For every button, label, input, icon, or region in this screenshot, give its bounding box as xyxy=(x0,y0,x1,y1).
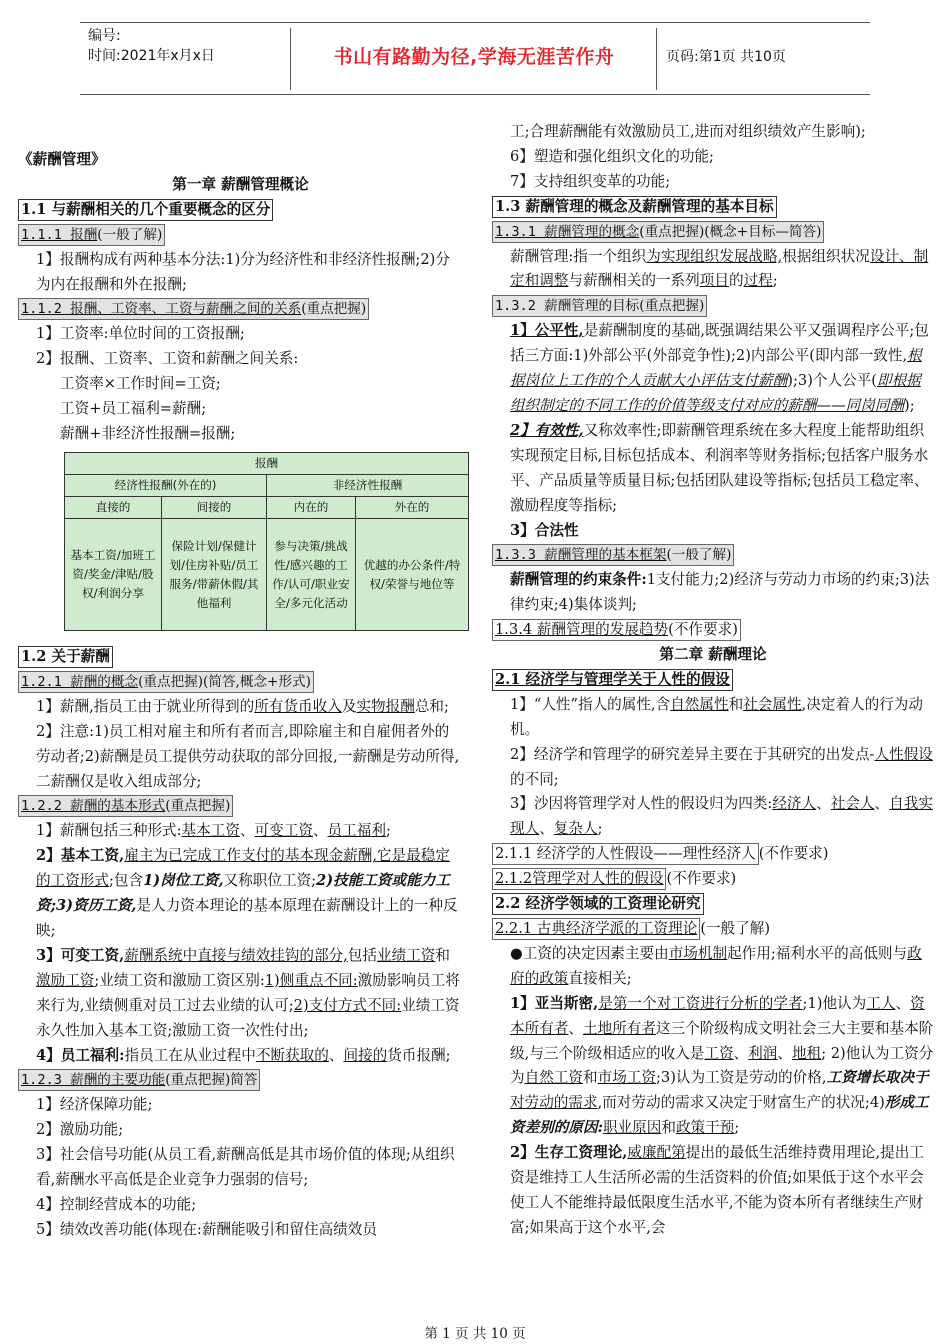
paragraph: 1】报酬构成有两种基本分法:1)分为经济性和非经济性报酬;2)分为内在报酬和外在报酬; xyxy=(36,250,450,293)
right-column: 工;合理薪酬能有效激励员工,进而对组织绩效产生影响); 6】塑造和强化组织文化的功能; 7】支持组织变革的功能; 1.3 薪酬管理的概念及薪酬管理的基本目标 1.3.1 薪酬管理的概念(重点把握)(概念+目标—简答) 薪酬管理:指一个组织为实现组织发展战略,根据组织状况设计、制定和调整与薪酬相关的一系列项目的过程; 1.3.2 薪酬管理的目标(重点把握) 1】公平性,是薪酬制度的基础,既强调结果公平又强调程序公平;包括三方面:1)外部公平(外部竞争性);2)内部公平(即内部一致性,根据岗位上工作的个人贡献大小评估支付薪酬);3)个人公平(即根据组织制定的不同工作的价值等级支付对应的薪酬——同岗同酬); 2】有效性,又称效率性;即薪酬管理系统在多大程度上能帮助组织实现预定目标,目标包括成本、利润率等财务指标;包括客户服务水平、产品质量等质量目标;包括团队建设等指标;包括员工稳定率、激励程度等指标; 3】合法性 1.3.3 薪酬管理的基本框架(一般了解) 薪酬管理的约束条件:1支付能力;2)经济与劳动力市场的约束;3)法律约束;4)集体谈判; 1.3.4 薪酬管理的发展趋势(不作要求) 第二章 薪酬理论 2.1 经济学与管理学关于人性的假设 1】“人性”指人的属性,含自然属性和社会属性,决定着人的行为动机。 2】经济学和管理学的研究差异主要在于其研究的出发点-人性假设的不同; 3】沙因将管理学对人性的假设归为四类:经济人、社会人、自我实现人、复杂人; 2.1.1 经济学的人性假设——理性经济人 (不作要求) 2.1.2管理学对人性的假设 (不作要求) 2.2 经济学领域的工资理论研究 2.2.1 古典经济学派的工资理论 (一般了解) ●工资的决定因素主要由市场机制起作用;福利水平的高低则与政府的政策直接相关; 1】亚当斯密,是第一个对工资进行分析的学者;1)他认为工人、资本所有者、土地所有者这三个阶级构成文明社会三大主要和基本阶级,与三个阶级相适应的收入是工资、利润、地租; 2)他认为工资分为自然工资和市场工资;3)认为工资是劳动的价格,工资增长取决于对劳动的需求,而对劳动的需求又决定于财富生产的状况;4)形成工资差别的原因:职业原因和政策干预; 2】生存工资理论,威廉配第提出的最低生活维持费用理论,提出工资是维持工人生活所必需的生活资料的价值;如果低于这个水平会使工人不能维持最低限度生活水平,不能为资本所有者继续生产财富;如果高于这个水平,会 xyxy=(492,120,934,1241)
paragraph: 3】沙因将管理学对人性的假设归为四类:经济人、社会人、自我实现人、复杂人; xyxy=(510,795,933,838)
paragraph: 2】有效性,又称效率性;即薪酬管理系统在多大程度上能帮助组织实现预定目标,目标包括成本、利润率等财务指标;包括客户服务水平、产品质量等质量目标;包括团队建设等指标;包括员工稳定率、激励程度等指标; xyxy=(510,421,929,514)
page-header xyxy=(80,22,870,94)
section-2-1-2: 2.1.2管理学对人性的假设 xyxy=(492,868,666,890)
left-column xyxy=(18,148,463,447)
section-1-3-2: 1.3.2 薪酬管理的目标(重点把握) xyxy=(492,295,707,317)
paragraph: 1】亚当斯密,是第一个对工资进行分析的学者;1)他认为工人、资本所有者、土地所有者这三个阶级构成文明社会三大主要和基本阶级,与三个阶级相适应的收入是工资、利润、地租; 2)他认为工资分为自然工资和市场工资;3)认为工资是劳动的价格,工资增长取决于对劳动的需求,而对劳动的需求又决定于财富生产的状况;4)形成工资差别的原因:职业原因和政策干预; xyxy=(510,994,934,1137)
page-footer: 第 1 页 共 10 页 xyxy=(424,1326,526,1342)
paragraph: 2】注意:1)员工相对雇主和所有者而言,即除雇主和自雇佣者外的劳动者;2)薪酬是员工提供劳动获取的部分回报,一薪酬是劳动所得,二薪酬仅是收入组成部分; xyxy=(36,722,460,790)
section-2-2: 2.2 经济学领域的工资理论研究 xyxy=(492,893,704,915)
section-1-3-3: 1.3.3 薪酬管理的基本框架(一般了解) xyxy=(492,544,734,566)
list-item: 4】控制经营成本的功能; xyxy=(36,1195,197,1213)
section-1-2: 1.2 关于薪酬 xyxy=(18,646,113,668)
list-item: 5】绩效改善功能(体现在:薪酬能吸引和留住高绩效员 xyxy=(36,1220,377,1238)
header-motto: 书山有路勤为径,学海无涯苦作舟 xyxy=(333,46,615,68)
section-1-3: 1.3 薪酬管理的概念及薪酬管理的基本目标 xyxy=(492,196,777,218)
header-divider xyxy=(290,28,291,90)
compensation-table xyxy=(64,452,469,631)
section-2-1: 2.1 经济学与管理学关于人性的假设 xyxy=(492,669,733,691)
list-item: 1】经济保障功能; xyxy=(36,1096,153,1114)
table-column-header: 外在的 xyxy=(356,497,469,519)
section-1-1-1: 1.1.1 报酬(一般了解) xyxy=(18,224,165,246)
paragraph: 1】薪酬,指员工由于就业所得到的所有货币收入及实物报酬总和; xyxy=(36,697,449,715)
table-cell: 基本工资/加班工资/奖金/津贴/股权/利润分享 xyxy=(65,519,162,631)
chapter-1-title: 第一章 薪酬管理概论 xyxy=(172,175,309,193)
section-2-1-1: 2.1.1 经济学的人性假设——理性经济人 xyxy=(492,843,759,865)
chapter-2-title: 第二章 薪酬理论 xyxy=(659,646,767,664)
table-title: 报酬 xyxy=(65,453,469,475)
formula: 工资+员工福利=薪酬; xyxy=(60,400,207,418)
list-item: 3】社会信号功能(从员工看,薪酬高低是其市场价值的体现;从组织看,薪酬水平高低是企业竞争力强弱的信号; xyxy=(36,1146,455,1189)
paragraph: 3】可变工资,薪酬系统中直接与绩效挂钩的部分,包括业绩工资和激励工资;业绩工资和激励工资区别:1)侧重点不同:激励影响员工将来行为,业绩侧重对员工过去业绩的认可;2)支付方式不同:业绩工资永久性加入基本工资;激励工资一次性付出; xyxy=(36,946,460,1039)
paragraph: 2】生存工资理论,威廉配第提出的最低生活维持费用理论,提出工资是维持工人生活所必需的生活资料的价值;如果低于这个水平会使工人不能维持最低限度生活水平,不能为资本所有者继续生产财富;如果高于这个水平,会 xyxy=(510,1144,924,1236)
doc-time-label: 时间:2021年x月x日 xyxy=(88,48,215,64)
doc-title: 《薪酬管理》 xyxy=(18,151,106,168)
left-column-continued xyxy=(18,645,463,1243)
list-item: 2】激励功能; xyxy=(36,1121,124,1139)
paragraph: 薪酬管理的约束条件:1支付能力;2)经济与劳动力市场的约束;3)法律约束;4)集体谈判; xyxy=(510,571,930,614)
section-1-1: 1.1 与薪酬相关的几个重要概念的区分 xyxy=(18,199,273,221)
paragraph: 1】薪酬包括三种形式:基本工资、可变工资、员工福利; xyxy=(36,822,391,840)
paragraph: 2】基本工资,雇主为已完成工作支付的基本现金薪酬,它是最稳定的工资形式;包含1)岗位工资,又称职位工资;2)技能工资或能力工资;3)资历工资,是人力资本理论的基本原理在薪酬设计上的一种反映; xyxy=(36,847,458,939)
table-cell: 保险计划/保健计划/住房补贴/员工服务/带薪休假/其他福利 xyxy=(162,519,267,631)
table-group-header: 经济性报酬(外在的) xyxy=(65,475,267,497)
header-bottom-rule xyxy=(80,94,870,95)
table-group-header: 非经济性报酬 xyxy=(267,475,469,497)
header-meta xyxy=(88,26,215,66)
paragraph: 薪酬管理:指一个组织为实现组织发展战略,根据组织状况设计、制定和调整与薪酬相关的一系列项目的过程; xyxy=(510,247,929,290)
header-divider xyxy=(656,28,657,90)
table-column-header: 间接的 xyxy=(162,497,267,519)
section-1-2-2: 1.2.2 薪酬的基本形式(重点把握) xyxy=(18,795,233,817)
section-1-1-2: 1.1.2 报酬、工资率、工资与薪酬之间的关系(重点把握) xyxy=(18,298,369,320)
paragraph: 1】公平性,是薪酬制度的基础,既强调结果公平又强调程序公平;包括三方面:1)外部公平(外部竞争性);2)内部公平(即内部一致性,根据岗位上工作的个人贡献大小评估支付薪酬);3)个人公平(即根据组织制定的不同工作的价值等级支付对应的薪酬——同岗同酬); xyxy=(510,322,929,414)
formula: 薪酬+非经济性报酬=报酬; xyxy=(60,424,236,442)
formula: 工资率×工作时间=工资; xyxy=(60,375,221,393)
paragraph: 工;合理薪酬能有效激励员工,进而对组织绩效产生影响); xyxy=(510,123,866,140)
paragraph: 4】员工福利:指员工在从业过程中不断获取的、间接的货币报酬; xyxy=(36,1046,451,1064)
table-cell: 优越的办公条件/特权/荣誉与地位等 xyxy=(356,519,469,631)
section-1-2-3: 1.2.3 薪酬的主要功能(重点把握)简答 xyxy=(18,1069,260,1091)
table-column-header: 内在的 xyxy=(267,497,356,519)
section-1-3-1: 1.3.1 薪酬管理的概念(重点把握)(概念+目标—简答) xyxy=(492,221,824,243)
section-2-2-1: 2.2.1 古典经济学派的工资理论 xyxy=(492,918,700,940)
paragraph: 1】“人性”指人的属性,含自然属性和社会属性,决定着人的行为动机。 xyxy=(510,695,923,738)
header-top-rule xyxy=(80,22,870,23)
section-1-3-4: 1.3.4 薪酬管理的发展趋势(不作要求) xyxy=(492,619,741,641)
paragraph: 2】报酬、工资率、工资和薪酬之间关系: xyxy=(36,350,299,368)
section-1-2-1: 1.2.1 薪酬的概念(重点把握)(简答,概念+形式) xyxy=(18,671,314,693)
list-item: 6】塑造和强化组织文化的功能; xyxy=(510,147,714,165)
table-column-header: 直接的 xyxy=(65,497,162,519)
paragraph: ●工资的决定因素主要由市场机制起作用;福利水平的高低则与政府的政策直接相关; xyxy=(510,944,922,987)
list-item: 3】合法性 xyxy=(510,521,579,539)
doc-number-label: 编号: xyxy=(88,28,121,44)
paragraph: 2】经济学和管理学的研究差异主要在于其研究的出发点-人性假设的不同; xyxy=(510,745,933,788)
list-item: 7】支持组织变革的功能; xyxy=(510,172,671,190)
paragraph: 1】工资率:单位时间的工资报酬; xyxy=(36,325,245,343)
table-cell: 参与决策/挑战性/感兴趣的工作/认可/职业安全/多元化活动 xyxy=(267,519,356,631)
header-page-info: 页码:第1页 共10页 xyxy=(666,49,786,65)
